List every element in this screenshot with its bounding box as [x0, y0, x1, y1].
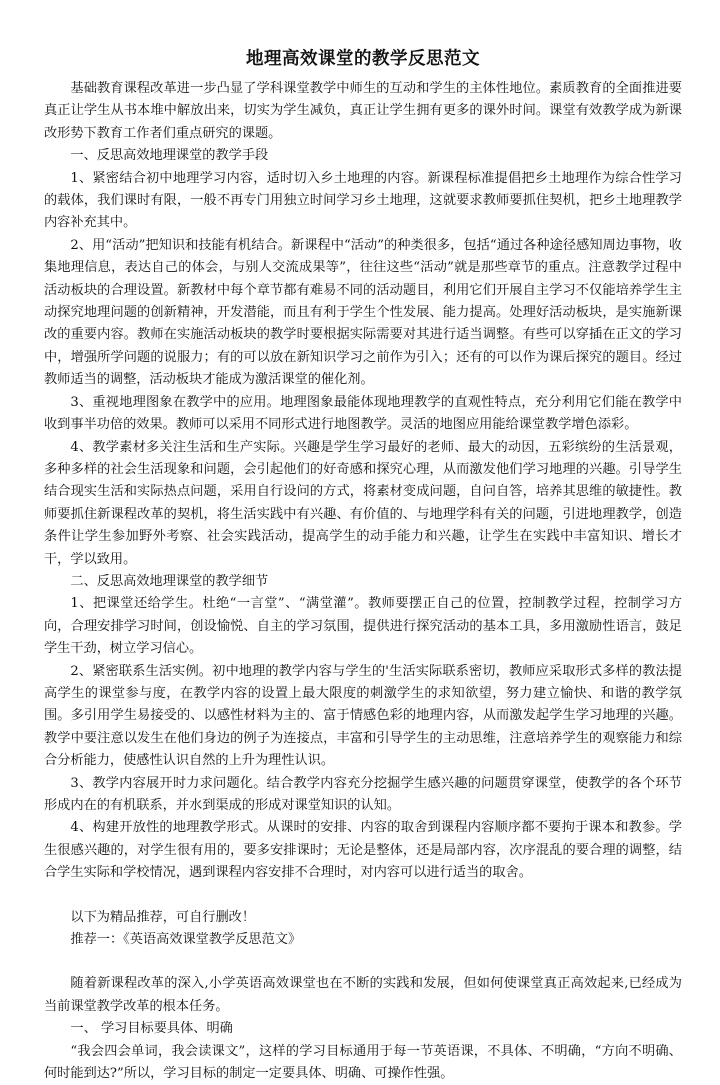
recommend-intro: 以下为精品推荐，可自行删改！: [70, 909, 256, 925]
paragraph-1-3: 3、重视地理图象在教学中的应用。地理图象最能体现地理教学的直观性特点，充分利用它们能在教学中收到事半功倍的效果。教师可以采用不同形式进行地图教学。灵活的地图应用能给课堂教学增色添彩。: [44, 394, 682, 433]
paragraph-1-1: 1、紧密结合初中地理学习内容，适时切入乡土地理的内容。新课程标准提倡把乡土地理作为综合性学习的载体，我们课时有限，一般不再专门用独立时间学习乡土地理，这就要求教师要抓住契机，把乡土地理教学内容补充其中。: [44, 170, 682, 231]
paragraph-2-2: 2、紧密联系生活实例。初中地理的教学内容与学生的'生活实际联系密切，教师应采取形式多样的教法提高学生的课堂参与度，在教学内容的设置上最大限度的刺激学生的求知欲望，努力建立愉快、和谐的教学氛围。多引用学生易接受的、以感性材料为主的、富于情感色彩的地理内容，从而激发起学生学习地理的兴趣。教学中要注意以发生在他们身边的例子为连接点，丰富和引导学生的主动思维，注意培养学生的观察能力和综合分析能力，使感性认识自然的上升为理性认识。: [44, 663, 682, 769]
english-section-heading-1: 一、 学习目标要具体、明确: [70, 1021, 233, 1037]
section-heading-2: 二、反思高效地理课堂的教学细节: [70, 573, 269, 589]
paragraph-2-1: 1、把课堂还给学生。杜绝“一言堂”、“满堂灌”。教师要摆正自己的位置，控制教学过程，控制学习方向，合理安排学习时间，创设愉悦、自主的学习氛围，提供进行探究活动的基本工具，多用激励性语言，鼓足学生干劲，树立学习信心。: [44, 596, 682, 657]
recommend-label: 推荐一：: [70, 932, 124, 948]
spacer: [44, 951, 682, 973]
english-paragraph-intro: 随着新课程改革的深入,小学英语高效课堂也在不断的实践和发展，但如何使课堂真正高效起来,已经成为当前课堂教学改革的根本任务。: [44, 976, 682, 1014]
recommend-title-link[interactable]: 《英语高效课堂教学反思范文》: [123, 932, 302, 948]
section-heading-1: 一、反思高效地理课堂的教学手段: [70, 148, 269, 164]
spacer: [44, 885, 682, 907]
paragraph-1-2: 2、用“活动”把知识和技能有机结合。新课程中“活动”的种类很多，包括“通过各种途径感知周边事物，收集地理信息，表达自己的体会，与别人交流成果等”，往往这些“活动”就是那些章节的重点。注意教学过程中活动板块的合理设置。新教材中每个章节都有难易不同的活动题目，利用它们开展自主学习不仅能培养学生主动探究地理问题的创新精神，开发潜能，而且有利于学生个性发展、能力提高。处理好活动板块，是实施新课改的重要内容。教师在实施活动板块的教学时要根据实际需要对其进行适当调整。有些可以穿插在正文的学习中，增强所学问题的说服力；有的可以放在新知识学习之前作为引入；还有的可以作为课后探究的题目。经过教师适当的调整，活动板块才能成为激活课堂的催化剂。: [44, 237, 682, 388]
paragraph-1-4: 4、教学素材多关注生活和生产实际。兴趣是学生学习最好的老师、最大的动因，五彩缤纷的生活景观，多种多样的社会生活现象和问题，会引起他们的好奇感和探究心理，从而激发他们学习地理的兴趣。引导学生结合现实生活和实际热点问题，采用自行设问的方式，将素材变成问题，自问自答，培养其思维的敏捷性。教师要抓住新课程改革的契机，将生活实践中有兴趣、有价值的、与地理学科有关的问题，引进地理教学，创造条件让学生参加野外考察、社会实践活动，提高学生的动手能力和兴趣，让学生在实践中丰富知识、增长才干，学以致用。: [44, 439, 682, 567]
english-paragraph-1: “我会四会单词，我会读课文”，这样的学习目标通用于每一节英语课，不具体、不明确，“方向不明确、何时能到达?”所以，学习目标的制定一定要具体、明确、可操作性强。: [44, 1043, 682, 1082]
document-title: 地理高效课堂的教学反思范文: [246, 49, 480, 69]
paragraph-2-3: 3、教学内容展开时力求问题化。结合教学内容充分挖掘学生感兴趣的问题贯穿课堂，使教学的各个环节形成内在的有机联系，并水到渠成的形成对课堂知识的认知。: [44, 775, 682, 813]
paragraph-intro: 基础教育课程改革进一步凸显了学科课堂教学中师生的互动和学生的主体性地位。素质教育的全面推进要真正让学生从书本堆中解放出来，切实为学生减负，真正让学生拥有更多的课外时间。课堂有效教学成为新课改形势下教育工作者们重点研究的课题。: [44, 81, 682, 141]
paragraph-2-4: 4、构建开放性的地理教学形式。从课时的安排、内容的取舍到课程内容顺序都不要拘于课本和教参。学生很感兴趣的，对学生很有用的，要多安排课时；无论是整体，还是局部内容，次序混乱的要合理的调整，结合学生实际和学校情况，遇到课程内容安排不合理时，对内容可以进行适当的取舍。: [44, 820, 682, 881]
recommend-line: [44, 929, 682, 951]
